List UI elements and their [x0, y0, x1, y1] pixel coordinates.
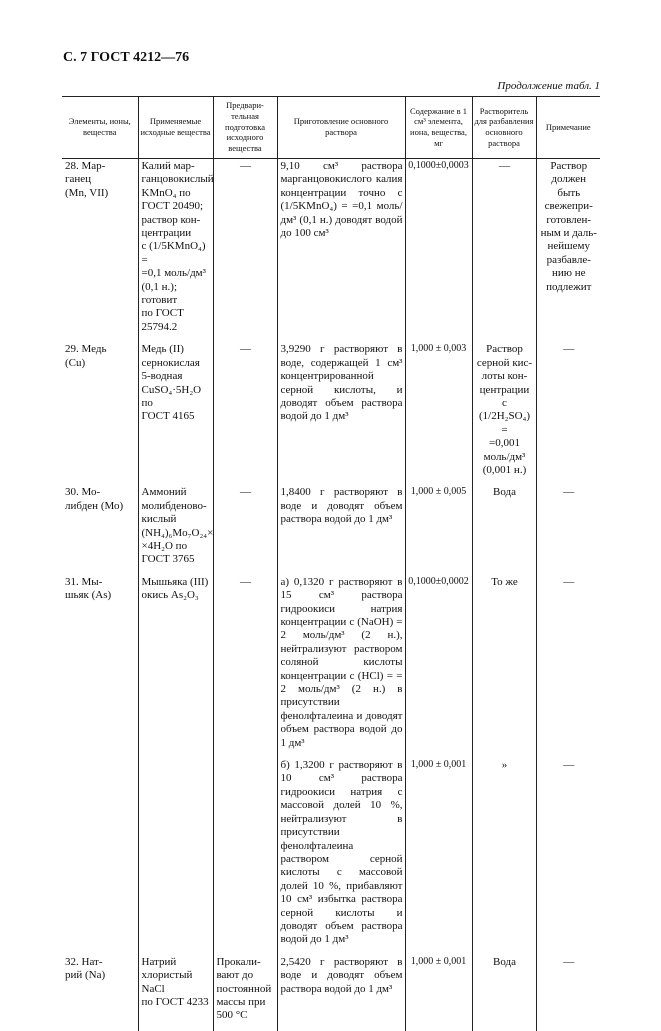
- source-cell: [138, 758, 213, 955]
- col-header-content: Содержание в 1 см³ элемента, иона, вещества, мг: [405, 97, 472, 159]
- preparation-cell: 3,9290 г растворяют в воде, содержащей 1 см³ концентрированной серной кислоты, и доводят объем раствора водой до 1 дм³: [277, 342, 405, 485]
- content-cell: 0,1000±0,0002: [405, 575, 472, 758]
- solvent-cell: То же: [472, 575, 536, 758]
- pretreatment-cell: —: [213, 159, 277, 343]
- pretreatment-cell: —: [213, 342, 277, 485]
- table-row: [62, 485, 600, 574]
- col-header-pretreatment: Предвари-тельная подготовка исходного вещества: [213, 97, 277, 159]
- element-cell: 28. Мар- ганец (Mn, VII): [62, 159, 138, 343]
- table-row: [62, 342, 600, 485]
- element-cell: [62, 758, 138, 955]
- element-cell: 30. Мо- либден (Мо): [62, 485, 138, 574]
- content-cell: 1,000 ± 0,005: [405, 485, 472, 574]
- preparation-cell: 9,10 см³ раствора марганцовокислого калия концентрации точно c (1/5KMnO₄) = =0,1 моль/дм³ (0,1 н.) доводят водой до 100 см³: [277, 159, 405, 343]
- source-cell: Калий мар- ганцовокислый KMnO₄ по ГОСТ 20490; раствор кон- центрации c (1/5KMnO₄) = =0,1 моль/дм³ (0,1 н.); готовит по ГОСТ 25794.2: [138, 159, 213, 343]
- pretreatment-cell: [213, 758, 277, 955]
- col-header-preparation: Приготовление основного раствора: [277, 97, 405, 159]
- table-row: [62, 575, 600, 758]
- source-cell: Натрий хлористый NaCl по ГОСТ 4233: [138, 955, 213, 1031]
- content-cell: 1,000 ± 0,001: [405, 758, 472, 955]
- page-header: С. 7 ГОСТ 4212—76: [63, 50, 190, 65]
- content-cell: 1,000 ± 0,003: [405, 342, 472, 485]
- solvent-cell: —: [472, 159, 536, 343]
- col-header-element: Элементы, ионы, вещества: [62, 97, 138, 159]
- source-cell: Аммоний молибденово- кислый (NH₄)₆Mo₇O₂₄× ×4H₂O по ГОСТ 3765: [138, 485, 213, 574]
- table-header-row: [62, 97, 600, 159]
- preparation-cell: б) 1,3200 г растворяют в 10 см³ раствора гидроокиси натрия с массовой долей 10 %, нейтрализуют в присутствии фенолфталеина раствором серной кислоты с массовой долей 10 %, прибавляют 10 см³ избытка раствора серной кислоты и доводят объем раствора водой до 1 дм³: [277, 758, 405, 955]
- solvent-cell: »: [472, 758, 536, 955]
- col-header-source: Применяемые исходные вещества: [138, 97, 213, 159]
- solvent-cell: Вода: [472, 955, 536, 1031]
- preparation-cell: 2,5420 г растворяют в воде и доводят объем раствора водой до 1 дм³: [277, 955, 405, 1031]
- reference-solutions-table: [62, 96, 600, 1031]
- table-row: [62, 955, 600, 1031]
- content-cell: 1,000 ± 0,001: [405, 955, 472, 1031]
- element-cell: 29. Медь (Cu): [62, 342, 138, 485]
- note-cell: —: [536, 485, 600, 574]
- source-cell: Мышьяка (III) окись As₂O₃: [138, 575, 213, 758]
- note-cell: —: [536, 575, 600, 758]
- pretreatment-cell: —: [213, 575, 277, 758]
- solvent-cell: Раствор серной кис- лоты кон- центрации c (1/2H₂SO₄) = =0,001 моль/дм³ (0,001 н.): [472, 342, 536, 485]
- content-cell: 0,1000±0,0003: [405, 159, 472, 343]
- preparation-cell: а) 0,1320 г растворяют в 15 см³ раствора гидроокиси натрия концентрации c (NaOH) = 2 моль/дм³ (2 н.), нейтрализуют раствором соляной кислоты концентрации c (HCl) = = 2 моль/дм³ (2 н.) в присутствии фенолфталеина и доводят объем раствора водой до 1 дм³: [277, 575, 405, 758]
- solvent-cell: Вода: [472, 485, 536, 574]
- note-cell: —: [536, 342, 600, 485]
- pretreatment-cell: Прокали- вают до постоянной массы при 500 °С: [213, 955, 277, 1031]
- table-row: [62, 159, 600, 343]
- pretreatment-cell: —: [213, 485, 277, 574]
- source-cell: Медь (II) сернокислая 5-водная CuSO₄·5H₂O по ГОСТ 4165: [138, 342, 213, 485]
- element-cell: 31. Мы- шьяк (As): [62, 575, 138, 758]
- col-header-solvent: Растворитель для разбавления основного раствора: [472, 97, 536, 159]
- note-cell: —: [536, 955, 600, 1031]
- table-row: [62, 758, 600, 955]
- note-cell: —: [536, 758, 600, 955]
- col-header-note: Примечание: [536, 97, 600, 159]
- element-cell: 32. Нат- рий (Na): [62, 955, 138, 1031]
- note-cell: Раствор должен быть свежепри- готовлен- ным и даль- нейшему разбавле- нию не подлежит: [536, 159, 600, 343]
- preparation-cell: 1,8400 г растворяют в воде и доводят объем раствора водой до 1 дм³: [277, 485, 405, 574]
- table-continuation-label: Продолжение табл. 1: [497, 80, 600, 92]
